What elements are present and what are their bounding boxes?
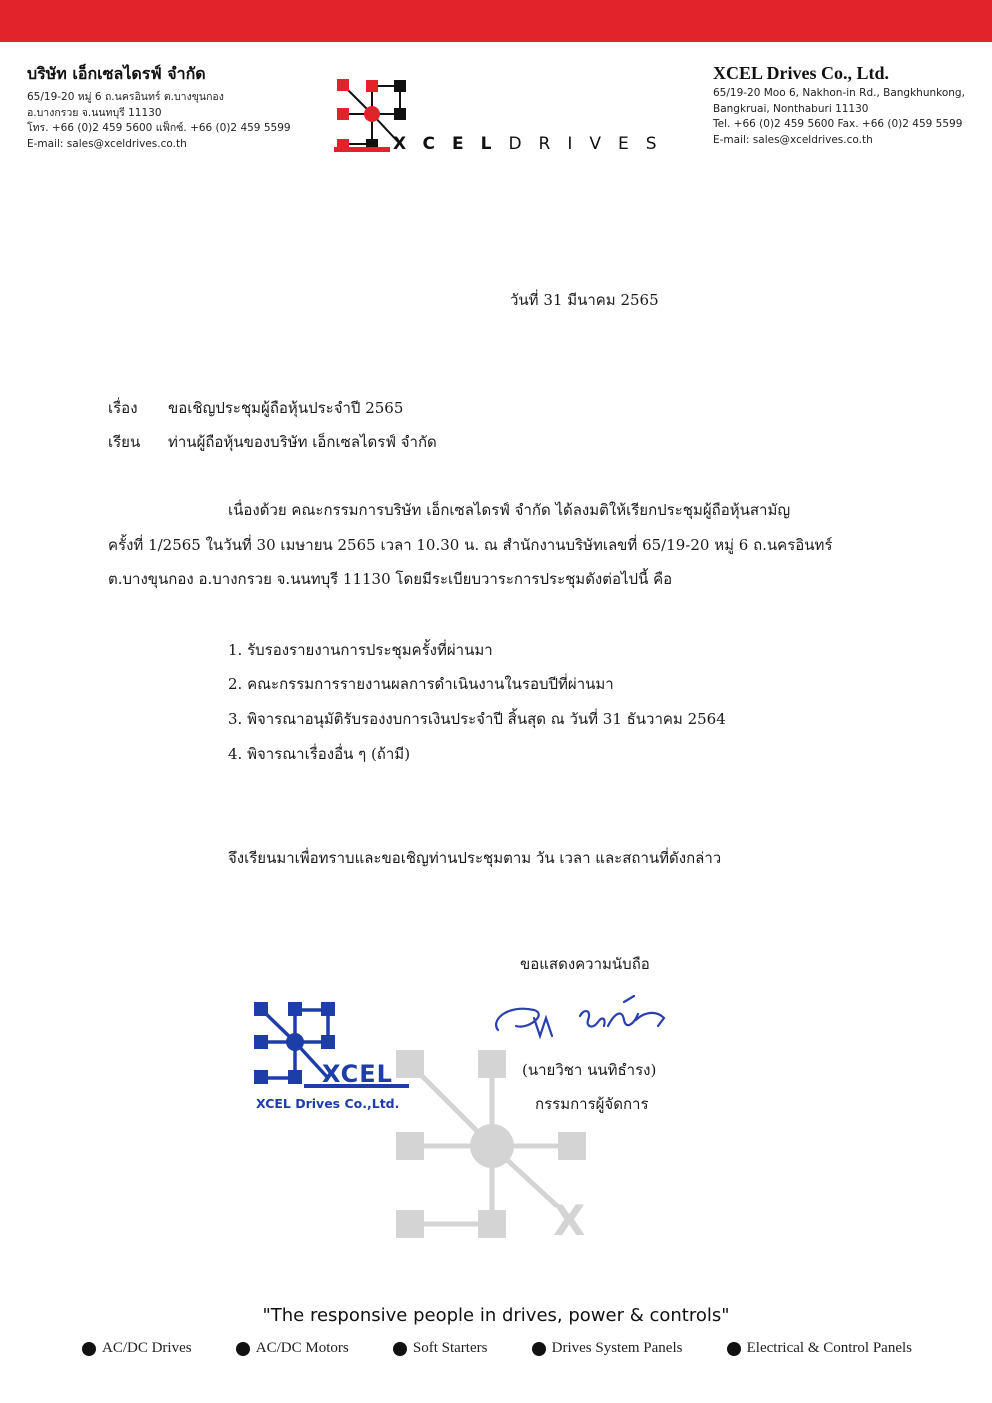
phone-thai: โทร. +66 (0)2 459 5600 แฟ็กซ์. +66 (0)2 459 5599	[27, 122, 291, 134]
paragraph-line-1: เนื่องด้วย คณะกรรมการบริษัท เอ็กเซลไดรฟ์ จำกัด ได้ลงมติให้เรียกประชุมผู้ถือหุ้นสามัญ	[228, 501, 791, 519]
logo-word-xcel: XCEL	[393, 134, 509, 154]
address-thai-1: 65/19-20 หมู่ 6 ถ.นครอินทร์ ต.บางขุนกอง	[27, 91, 224, 103]
product-list	[82, 1340, 912, 1357]
email-english: E-mail: sales@xceldrives.co.th	[713, 133, 873, 146]
closing-line: จึงเรียนมาเพื่อทราบและขอเชิญท่านประชุมตาม วัน เวลา และสถานที่ดังกล่าว	[228, 849, 722, 867]
address-english-2: Bangkruai, Nonthaburi 11130	[713, 102, 869, 115]
bullet-dot-icon	[727, 1342, 741, 1356]
product-item: Drives System Panels	[532, 1340, 683, 1357]
watermark-letter: X	[553, 1196, 586, 1245]
company-name-thai: บริษัท เอ็กเซลไดรฟ์ จำกัด	[27, 64, 206, 83]
bullet-dot-icon	[82, 1342, 96, 1356]
company-name-english: XCEL Drives Co., Ltd.	[713, 63, 890, 83]
paragraph-line-2: ครั้งที่ 1/2565 ในวันที่ 30 เมษายน 2565 เวลา 10.30 น. ณ สำนักงานบริษัทเลขที่ 65/19-20 หมู่ 6 ถ.นครอินทร์	[108, 536, 833, 554]
letterhead-english	[713, 63, 965, 148]
paragraph-line-3: ต.บางขุนกอง อ.บางกรวย จ.นนทบุรี 11130 โดยมีระเบียบวาระการประชุมดังต่อไปนี้ คือ	[108, 570, 673, 588]
address-english-1: 65/19-20 Moo 6, Nakhon-in Rd., Bangkhunkong,	[713, 87, 965, 99]
phone-english: Tel. +66 (0)2 459 5600 Fax. +66 (0)2 459 5599	[713, 118, 963, 130]
letter-date: วันที่ 31 มีนาคม 2565	[510, 291, 659, 309]
footer-slogan: "The responsive people in drives, power & controls"	[262, 1305, 730, 1326]
stamp-xcel-text: XCEL	[322, 1060, 393, 1088]
address-thai-2: อ.บางกรวย จ.นนทบุรี 11130	[27, 106, 162, 119]
agenda-item: 2. คณะกรรมการรายงานผลการดำเนินงานในรอบปีที่ผ่านมา	[228, 675, 614, 693]
stamp-company-text: XCEL Drives Co.,Ltd.	[256, 1096, 400, 1111]
logo-wordmark	[393, 134, 674, 154]
logo-word-drives: DRIVES	[508, 134, 674, 154]
subject-label: เรื่อง	[108, 399, 138, 417]
product-item: AC/DC Drives	[82, 1340, 192, 1357]
agenda-item: 4. พิจารณาเรื่องอื่น ๆ (ถ้ามี)	[228, 745, 411, 763]
bullet-dot-icon	[236, 1342, 250, 1356]
to-label: เรียน	[108, 433, 141, 451]
regards-text: ขอแสดงความนับถือ	[520, 955, 650, 973]
product-item: AC/DC Motors	[236, 1340, 349, 1357]
signature	[488, 990, 678, 1054]
to-text: ท่านผู้ถือหุ้นของบริษัท เอ็กเซลไดรฟ์ จำกัด	[168, 433, 437, 451]
subject-text: ขอเชิญประชุมผู้ถือหุ้นประจำปี 2565	[168, 399, 404, 417]
top-red-band	[0, 0, 992, 42]
signature-mark-icon	[488, 990, 678, 1050]
bullet-dot-icon	[532, 1342, 546, 1356]
bullet-dot-icon	[393, 1342, 407, 1356]
email-thai: E-mail: sales@xceldrives.co.th	[27, 137, 187, 150]
letterhead-thai	[27, 62, 291, 152]
signer-name: (นายวิชา นนทิธำรง)	[522, 1061, 657, 1079]
product-item: Electrical & Control Panels	[727, 1340, 912, 1357]
product-item: Soft Starters	[393, 1340, 488, 1357]
agenda-item: 1. รับรองรายงานการประชุมครั้งที่ผ่านมา	[228, 641, 493, 659]
signer-title: กรรมการผู้จัดการ	[535, 1095, 649, 1113]
logo-underline	[334, 147, 390, 152]
agenda-item: 3. พิจารณาอนุมัติรับรองงบการเงินประจำปี สิ้นสุด ณ วันที่ 31 ธันวาคม 2564	[228, 710, 726, 728]
